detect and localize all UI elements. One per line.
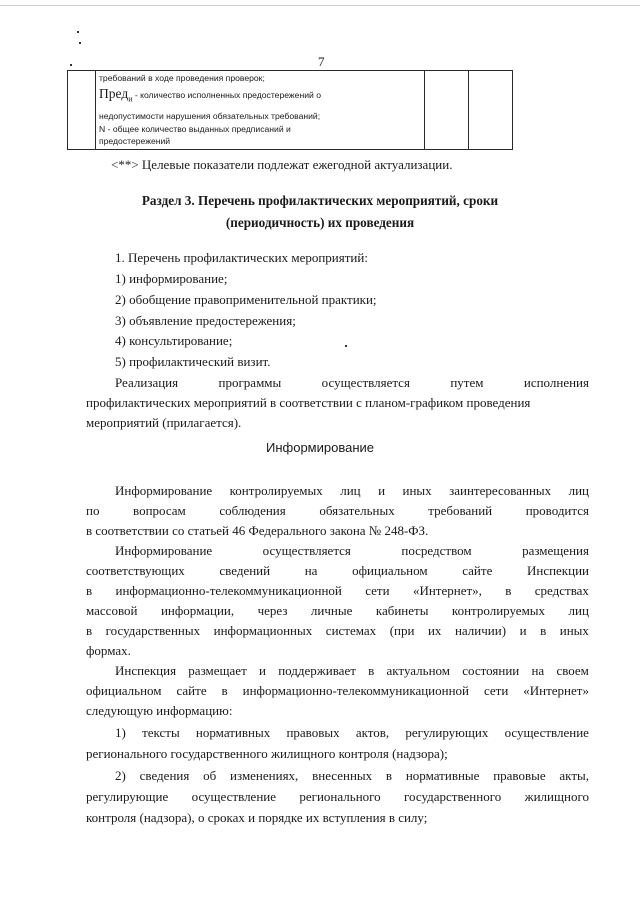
p2-line6: формах.: [86, 643, 131, 658]
pred-symbol: Пред$_и$: [99, 86, 133, 105]
table-cell-empty: [425, 71, 469, 150]
p2-line3: в информационно-телекоммуникационной сети «Интернет», в средствах: [86, 583, 589, 598]
section-heading-line1: Раздел 3. Перечень профилактических мероприятий, сроки: [141, 193, 499, 208]
p1-line2: по вопросам соблюдения обязательных требований проводится: [86, 503, 589, 518]
list-item: 1) информирование;: [115, 271, 228, 286]
footnote-target-indicators: <**> Целевые показатели подлежат ежегодной актуализации.: [111, 157, 453, 172]
table-text-line: недопустимости нарушения обязательных требований;: [99, 111, 321, 122]
table-text-line: N - общее количество выданных предписаний и: [99, 123, 291, 134]
scan-speck: [70, 64, 72, 66]
table-text-line: Пред$_и$ - количество исполненных предостережений о: [99, 86, 321, 105]
p1-line1: Информирование контролируемых лиц и иных заинтересованных лиц: [115, 483, 589, 498]
realization-line3: мероприятий (прилагается).: [86, 415, 242, 430]
p3-line1: Инспекция размещает и поддерживает в актуальном состоянии на своем: [115, 663, 589, 678]
scan-speck: [77, 31, 79, 33]
table-text-line: предостережений: [99, 135, 171, 146]
item2-line1: 2) сведения об изменениях, внесенных в нормативные правовые акты,: [115, 768, 589, 783]
realization-line2: профилактических мероприятий в соответствии с планом-графиком проведения: [86, 395, 531, 410]
p3-line2: официальном сайте в информационно-телекоммуникационной сети «Интернет»: [86, 683, 589, 698]
p2-line2: соответствующих сведений на официальном сайте Инспекции: [86, 563, 589, 578]
table-cell-number: [68, 71, 96, 150]
list-item: 4) консультирование;: [115, 333, 233, 348]
section-heading-line2: (периодичность) их проведения: [225, 215, 415, 230]
criteria-table-fragment: [67, 70, 513, 150]
table-cell-formula-description: [96, 71, 425, 150]
p2-line4: массовой информации, через личные кабинеты контролируемых лиц: [86, 603, 589, 618]
realization-line1: Реализация программы осуществляется путем исполнения: [115, 375, 589, 390]
p3-line3: следующую информацию:: [86, 703, 233, 718]
table-cell-empty: [469, 71, 513, 150]
list-intro: 1. Перечень профилактических мероприятий:: [115, 250, 368, 265]
p2-line5: в государственных информационных системах (при их наличии) и в иных: [86, 623, 589, 638]
item1-line2: регионального государственного жилищного контроля (надзора);: [86, 746, 448, 761]
list-item: 5) профилактический визит.: [115, 354, 271, 369]
table-text-line: требований в ходе проведения проверок;: [99, 73, 265, 83]
scan-speck: [345, 345, 347, 347]
list-item: 3) объявление предостережения;: [115, 313, 296, 328]
informing-heading: Информирование: [266, 440, 374, 455]
item2-line2: регулирующие осуществление регионального государственного жилищного: [86, 789, 589, 804]
p2-line1: Информирование осуществляется посредством размещения: [115, 543, 589, 558]
item1-line1: 1) тексты нормативных правовых актов, регулирующих осуществление: [115, 725, 589, 740]
item2-line3: контроля (надзора), о сроках и порядке их вступления в силу;: [86, 810, 428, 825]
scan-speck: [79, 42, 81, 44]
scan-edge-line: [0, 5, 640, 6]
p1-line3: в соответствии со статьей 46 Федерального закона № 248-ФЗ.: [86, 523, 429, 538]
list-item: 2) обобщение правоприменительной практики;: [115, 292, 377, 307]
page-number: 7: [318, 54, 325, 69]
